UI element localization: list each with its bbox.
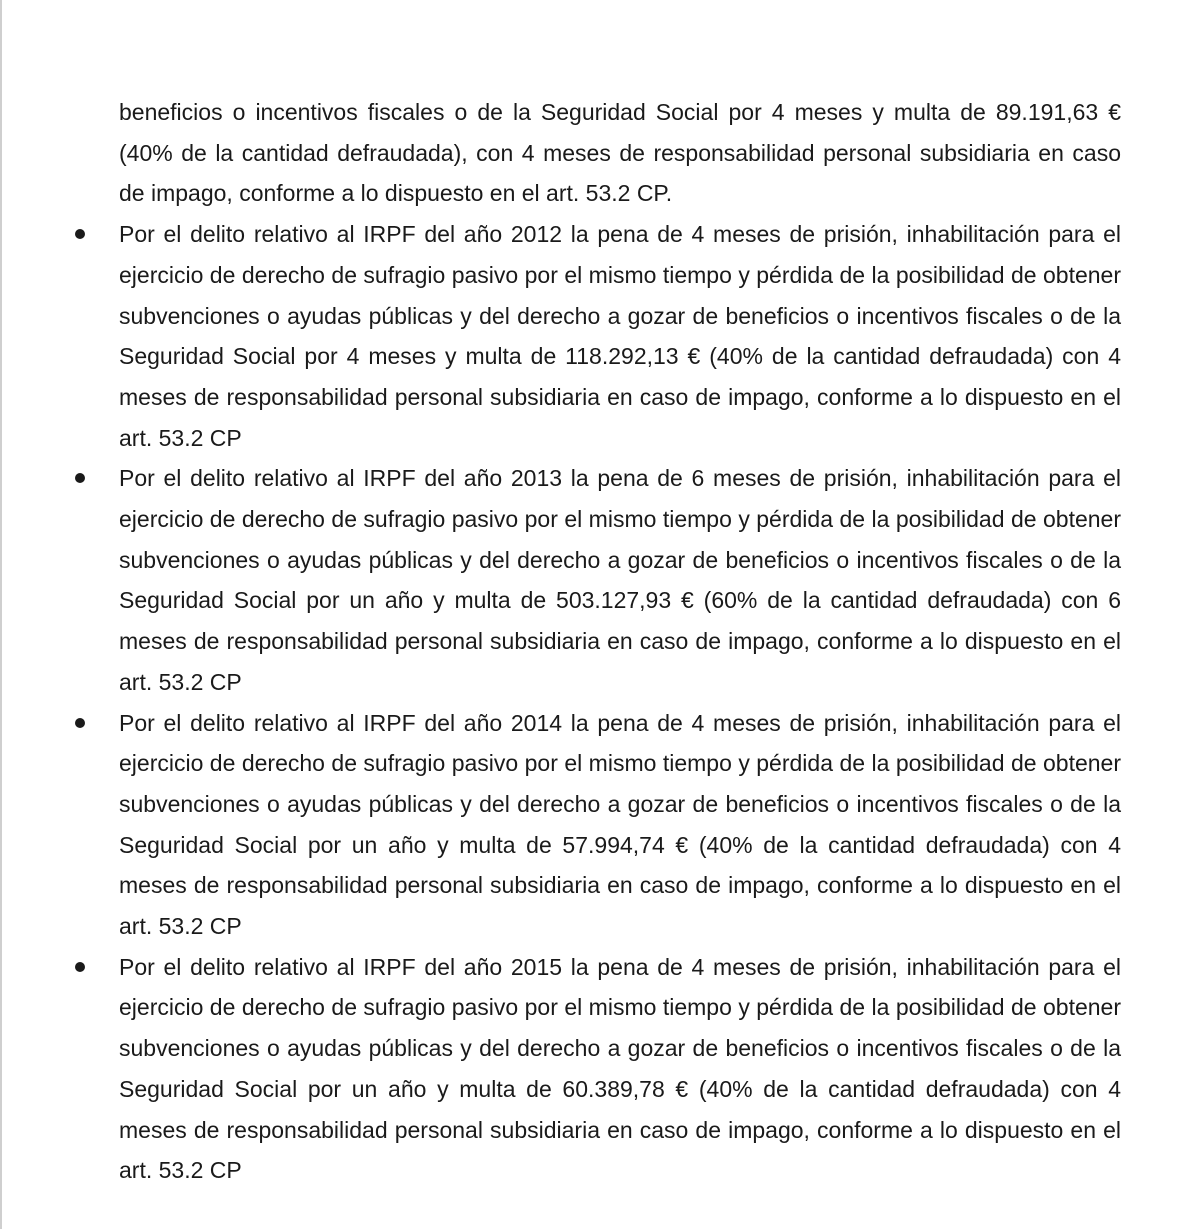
- list-item-text: Por el delito relativo al IRPF del año 2014 la pena de 4 meses de prisión, inhabilitación para el ejercicio de derecho de sufragio pasivo por el mismo tiempo y pérdida de la posibilidad de obtener subvenciones o ayudas públicas y del derecho a gozar de beneficios o incentivos fiscales o de la Seguridad Social por un año y multa de 57.994,74 € (40% de la cantidad defraudada) con 4 meses de responsabilidad personal subsidiaria en caso de impago, conforme a lo dispuesto en el art. 53.2 CP: [119, 709, 1121, 940]
- list-item: [119, 703, 1121, 947]
- continuation-paragraph: beneficios o incentivos fiscales o de la Seguridad Social por 4 meses y multa de 89.191,63 € (40% de la cantidad defraudada), con 4 meses de responsabilidad personal subsidiaria en caso de impago, conforme a lo dispuesto en el art. 53.2 CP.: [119, 99, 1121, 207]
- list-item-text: Por el delito relativo al IRPF del año 2013 la pena de 6 meses de prisión, inhabilitación para el ejercicio de derecho de sufragio pasivo por el mismo tiempo y pérdida de la posibilidad de obtener subvenciones o ayudas públicas y del derecho a gozar de beneficios o incentivos fiscales o de la Seguridad Social por un año y multa de 503.127,93 € (60% de la cantidad defraudada) con 6 meses de responsabilidad personal subsidiaria en caso de impago, conforme a lo dispuesto en el art. 53.2 CP: [119, 465, 1121, 695]
- list-item-text: Por el delito relativo al IRPF del año 2012 la pena de 4 meses de prisión, inhabilitación para el ejercicio de derecho de sufragio pasivo por el mismo tiempo y pérdida de la posibilidad de obtener subvenciones o ayudas públicas y del derecho a gozar de beneficios o incentivos fiscales o de la Seguridad Social por 4 meses y multa de 118.292,13 € (40% de la cantidad defraudada) con 4 meses de responsabilidad personal subsidiaria en caso de impago, conforme a lo dispuesto en el art. 53.2 CP: [119, 221, 1121, 451]
- bullet-icon: [75, 962, 85, 972]
- bullet-icon: [75, 718, 85, 728]
- sentence-list: [119, 214, 1121, 1191]
- list-item: [119, 947, 1121, 1191]
- list-item: [119, 214, 1121, 458]
- list-item-text: Por el delito relativo al IRPF del año 2015 la pena de 4 meses de prisión, inhabilitación para el ejercicio de derecho de sufragio pasivo por el mismo tiempo y pérdida de la posibilidad de obtener subvenciones o ayudas públicas y del derecho a gozar de beneficios o incentivos fiscales o de la Seguridad Social por un año y multa de 60.389,78 € (40% de la cantidad defraudada) con 4 meses de responsabilidad personal subsidiaria en caso de impago, conforme a lo dispuesto en el art. 53.2 CP: [119, 953, 1121, 1184]
- page-left-edge: [0, 0, 2, 1229]
- bullet-icon: [75, 229, 85, 239]
- list-item: [119, 458, 1121, 702]
- document-body: [119, 92, 1121, 1191]
- bullet-icon: [75, 473, 85, 483]
